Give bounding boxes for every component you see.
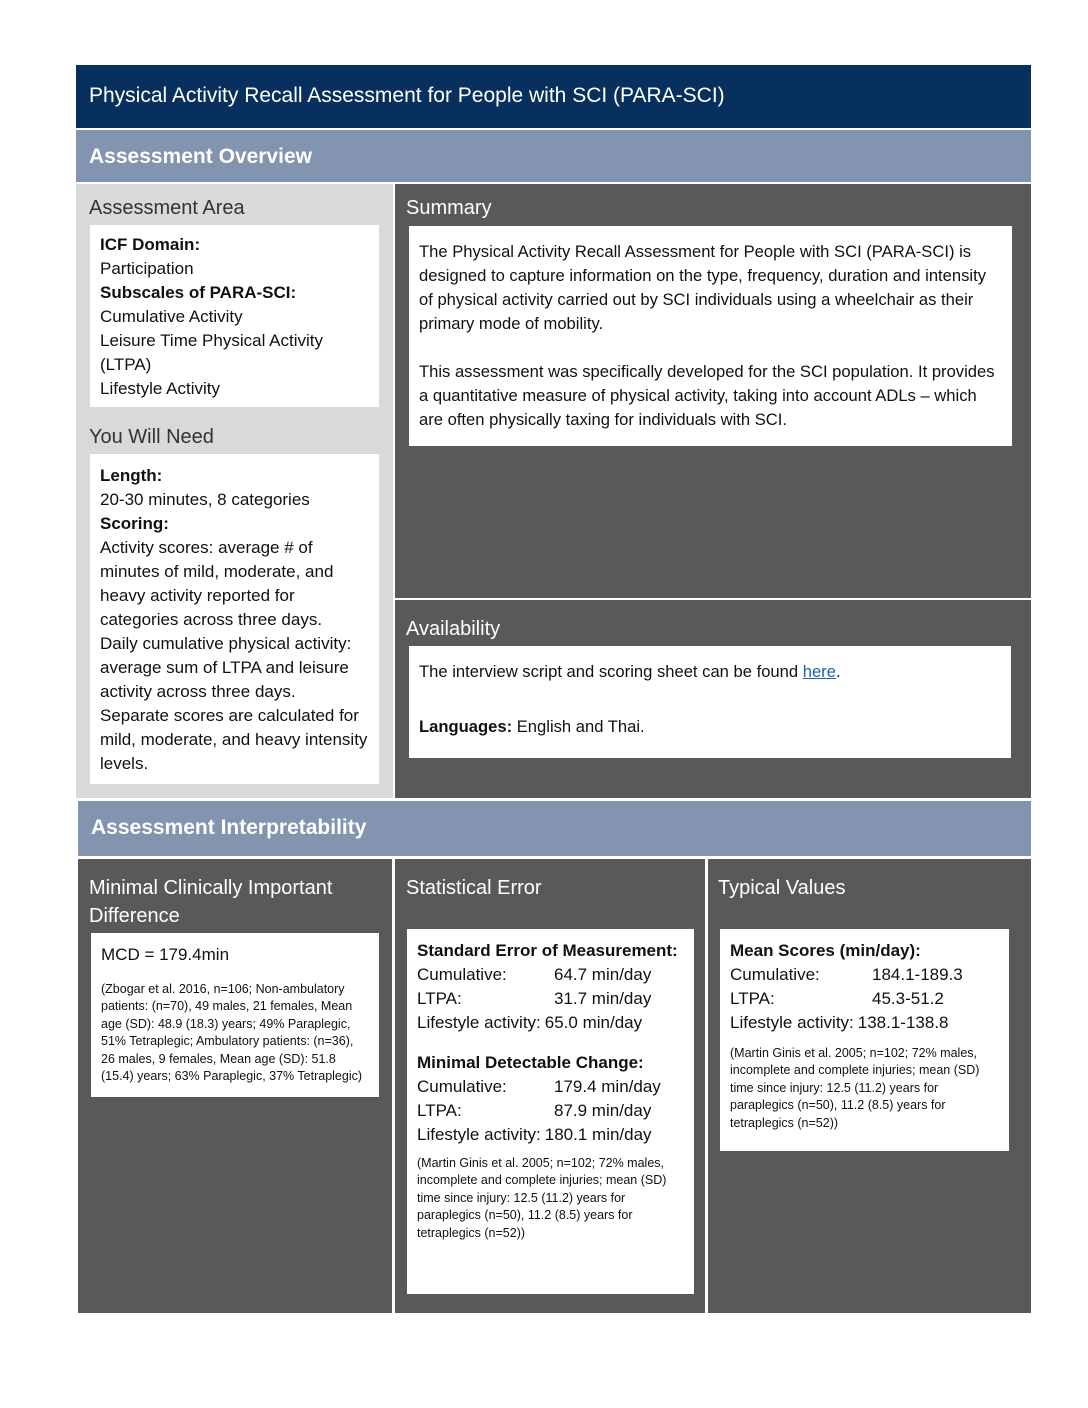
- overview-section-header: Assessment Overview: [76, 130, 1031, 182]
- sem-row-key: Cumulative:: [417, 965, 507, 984]
- sem-row-value: 31.7 min/day: [554, 989, 652, 1008]
- sem-row-key: LTPA:: [417, 989, 462, 1008]
- statistical-error-card: [407, 929, 694, 1294]
- statistical-error-citation: (Martin Ginis et al. 2005; n=102; 72% males, incomplete and complete injuries; mean (SD) time since injury: 12.5 (11.2) years for paraplegics (n=50), 11.2 (8.5) years for tetraplegics (n=52)): [417, 1156, 667, 1240]
- typical-row-key: Lifestyle activity:: [730, 1013, 854, 1032]
- length-label: Length:: [100, 466, 163, 485]
- subscale-item: Leisure Time Physical Activity (LTPA): [100, 331, 323, 374]
- you-will-need-heading: You Will Need: [89, 426, 214, 448]
- availability-card: [409, 646, 1011, 758]
- typical-values-heading: Typical Values: [718, 877, 846, 899]
- mdc-row-value: 180.1 min/day: [544, 1125, 652, 1144]
- typical-row: [730, 963, 999, 987]
- scoring-text: Daily cumulative physical activity: average sum of LTPA and leisure activity across three days.: [100, 634, 352, 701]
- availability-text-after: .: [835, 662, 841, 681]
- mdc-row: [417, 1075, 684, 1099]
- sem-row-value: 64.7 min/day: [554, 965, 652, 984]
- languages-value: English and Thai.: [512, 717, 645, 736]
- typical-row-value: 184.1-189.3: [872, 965, 963, 984]
- sem-row: [417, 1011, 684, 1035]
- typical-row-key: LTPA:: [730, 989, 775, 1008]
- statistical-error-heading: Statistical Error: [406, 877, 542, 899]
- script-link[interactable]: here: [802, 662, 836, 681]
- typical-row: [730, 987, 999, 1011]
- summary-paragraph: The Physical Activity Recall Assessment for People with SCI (PARA-SCI) is designed to capture information on the type, frequency, duration and intensity of physical activity carried out by SCI individuals using a wheelchair as their primary mode of mobility.: [419, 242, 987, 333]
- typical-values-citation: (Martin Ginis et al. 2005; n=102; 72% males, incomplete and complete injuries; mean (SD) time since injury: 12.5 (11.2) years for paraplegics (n=50), 11.2 (8.5) years for tetraplegics (n=52)): [730, 1046, 980, 1130]
- subscale-item: Lifestyle Activity: [100, 379, 220, 398]
- mdc-row-value: 179.4 min/day: [554, 1077, 661, 1096]
- availability-text-before: The interview script and scoring sheet can be found: [419, 662, 803, 681]
- scoring-text: Separate scores are calculated for mild, moderate, and heavy intensity levels.: [100, 706, 368, 773]
- availability-text: [419, 660, 1001, 684]
- sem-row-key: Lifestyle activity:: [417, 1013, 541, 1032]
- typical-row-value: 138.1-138.8: [857, 1013, 949, 1032]
- typical-values-card: [720, 929, 1009, 1151]
- languages-line: [419, 715, 1001, 739]
- sem-row: [417, 963, 684, 987]
- mdc-row-key: Cumulative:: [417, 1077, 507, 1096]
- subscale-item: Cumulative Activity: [100, 307, 243, 326]
- mdc-row: [417, 1123, 684, 1147]
- scoring-label: Scoring:: [100, 514, 169, 533]
- languages-label: Languages:: [419, 717, 513, 736]
- mdc-row-value: 87.9 min/day: [554, 1101, 652, 1120]
- mdc-row: [417, 1099, 684, 1123]
- typical-row-value: 45.3-51.2: [872, 989, 944, 1008]
- mcid-heading: Minimal Clinically Important Difference: [89, 877, 333, 927]
- subscales-label: Subscales of PARA-SCI:: [100, 283, 297, 302]
- availability-heading: Availability: [406, 618, 501, 640]
- summary-paragraph: This assessment was specifically developed for the SCI population. It provides a quantitative measure of physical activity, taking into account ADLs – which are often physically taxing for individuals with SCI.: [419, 362, 995, 429]
- sem-label: Standard Error of Measurement:: [417, 941, 678, 960]
- page-title: Physical Activity Recall Assessment for People with SCI (PARA-SCI): [76, 65, 1031, 128]
- summary-card: [409, 226, 1012, 446]
- you-will-need-card: [90, 454, 379, 784]
- mean-scores-label: Mean Scores (min/day):: [730, 941, 921, 960]
- mcid-citation: (Zbogar et al. 2016, n=106; Non-ambulatory patients: (n=70), 49 males, 21 females, Mean age (SD): 48.9 (18.3) years; 49% Paraplegic, 51% Tetraplegic; Ambulatory patients: (n=36), 26 males, 9 females, Mean age (SD): 51.8 (15.4) years; 63% Paraplegic, 37% Tetraplegic): [101, 982, 363, 1084]
- icf-domain-value: Participation: [100, 259, 194, 278]
- mdc-row-key: LTPA:: [417, 1101, 462, 1120]
- icf-domain-label: ICF Domain:: [100, 235, 201, 254]
- mdc-label: Minimal Detectable Change:: [417, 1053, 644, 1072]
- mdc-row-key: Lifestyle activity:: [417, 1125, 541, 1144]
- sem-row: [417, 987, 684, 1011]
- assessment-area-card: [90, 225, 379, 407]
- sem-row-value: 65.0 min/day: [544, 1013, 643, 1032]
- scoring-text: Activity scores: average # of minutes of mild, moderate, and heavy activity reported for categories across three days.: [100, 538, 334, 629]
- mcid-value: MCD = 179.4min: [101, 945, 230, 964]
- length-value: 20-30 minutes, 8 categories: [100, 490, 310, 509]
- summary-heading: Summary: [406, 197, 492, 219]
- typical-row: [730, 1011, 999, 1035]
- mcid-card: [91, 933, 379, 1097]
- interpretability-section-header: Assessment Interpretability: [78, 801, 1031, 856]
- typical-row-key: Cumulative:: [730, 965, 820, 984]
- assessment-area-heading: Assessment Area: [89, 197, 245, 219]
